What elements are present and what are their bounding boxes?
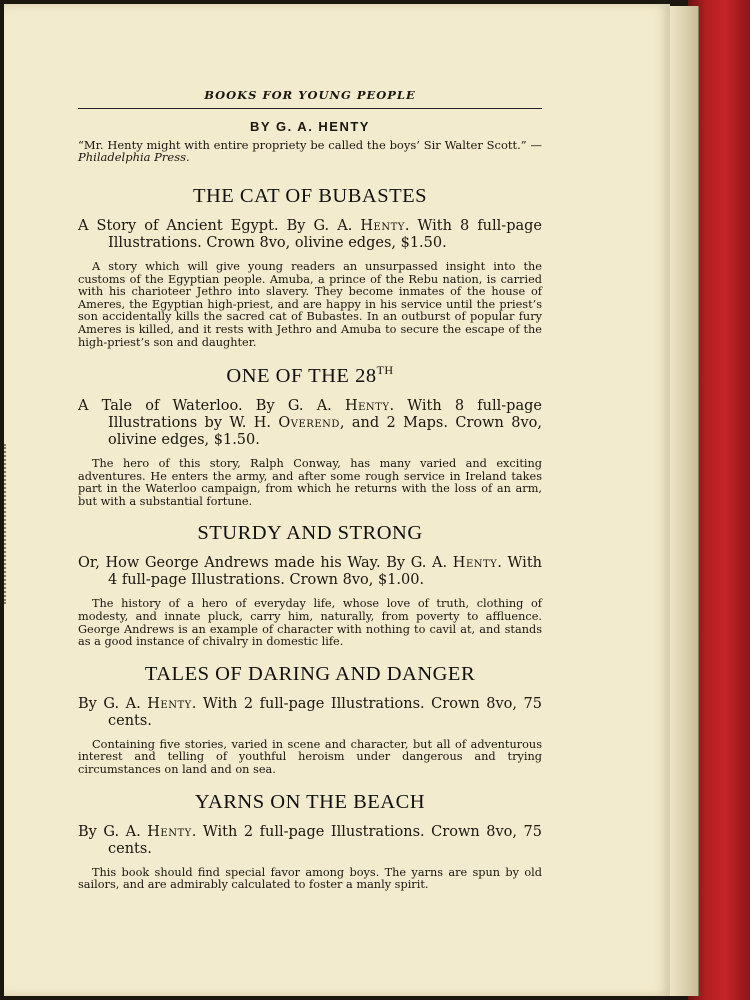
book-blurb: A story which will give young readers an unsurpassed insight into the customs of the Egyptian people. Amuba, a prince of the Rebu nation, is carried with his charioteer Jethro into slavery. They become inmates of the house of Ameres, the Egyptian high-priest, and are happy in his service until the priest’s son accidentally kills the sacred cat of Bubastes. In an outburst of popular fury Ameres is killed, and it rests with Jethro and Amuba to secure the escape of the high-priest’s son and daughter. bbox=[78, 260, 542, 349]
author-name: Henty bbox=[147, 823, 192, 840]
book-title: TALES OF DARING AND DANGER bbox=[144, 662, 476, 685]
desc-text: A Story of Ancient Egypt. By G. A. bbox=[78, 218, 361, 234]
quote-text: “Mr. Henty might with entire propriety be called the boys’ Sir Walter Scott.” bbox=[78, 138, 527, 152]
book-page bbox=[4, 4, 670, 996]
desc-text: . With 2 full-page Illustrations. Crown 8vo, 75 cents. bbox=[108, 695, 542, 729]
book-blurb: The hero of this story, Ralph Conway, has many varied and exciting adventures. He enters the army, and after some rough service in Ireland takes part in the Waterloo campaign, from which he returns with the loss of an arm, but with a substantial fortune. bbox=[78, 456, 542, 508]
author-byline: BY G. A. HENTY bbox=[250, 119, 370, 134]
desc-text: A Tale of Waterloo. By G. A. bbox=[78, 397, 345, 414]
book-description bbox=[78, 555, 542, 589]
book-entry bbox=[78, 185, 542, 349]
book-entry bbox=[78, 363, 542, 508]
book-title bbox=[78, 363, 542, 388]
binding-marks bbox=[4, 444, 9, 604]
desc-text: . With 4 full-page Illustrations. Crown 8vo, $1.00. bbox=[108, 555, 542, 589]
page-content bbox=[78, 88, 542, 903]
desc-text: . With 8 full-page Illustrations. Crown 8vo, olivine edges, $1.50. bbox=[108, 218, 542, 251]
book-description bbox=[78, 398, 542, 449]
book-blurb: Containing five stories, varied in scene and character, but all of adventurous interest and telling of youthful heroism under dangerous and trying circumstances on land and on sea. bbox=[78, 737, 542, 776]
book-entry bbox=[78, 522, 542, 648]
press-quote bbox=[78, 139, 542, 163]
desc-text: . With 2 full-page Illustrations. Crown 8vo, 75 cents. bbox=[108, 823, 542, 857]
title-superscript: TH bbox=[376, 363, 394, 378]
author-name: Henty bbox=[452, 555, 498, 572]
book-blurb: This book should find special favor among boys. The yarns are spun by old sailors, and are admirably calculated to foster a manly spirit. bbox=[78, 865, 542, 892]
author-name: Henty bbox=[360, 218, 405, 234]
book-blurb: The history of a hero of everyday life, whose love of truth, clothing of modesty, and innate pluck, carry him, naturally, from poverty to affluence. George Andrews is an example of character with nothing to cavil at, and stands as a good instance of chivalry in domestic life. bbox=[78, 597, 542, 649]
book-description bbox=[78, 696, 542, 730]
desc-text: Or, How George Andrews made his Way. By G. A. bbox=[78, 555, 453, 572]
page-edges bbox=[668, 6, 699, 996]
book-entry bbox=[78, 791, 542, 892]
header-rule bbox=[78, 108, 542, 109]
book-title: STURDY AND STRONG bbox=[197, 522, 423, 545]
book-entry bbox=[78, 663, 542, 777]
book-title: THE CAT OF BUBASTES bbox=[192, 185, 428, 207]
author-name: Henty bbox=[344, 397, 390, 414]
desc-text: By G. A. bbox=[78, 823, 148, 840]
running-head: BOOKS FOR YOUNG PEOPLE bbox=[204, 88, 416, 102]
desc-text: , and 2 Maps. Crown 8vo, olivine edges, $1.50. bbox=[108, 414, 542, 448]
book-description bbox=[78, 218, 542, 252]
desc-text: By G. A. bbox=[78, 695, 148, 712]
illustrator-name: Overend bbox=[278, 414, 340, 431]
book-description bbox=[78, 824, 542, 858]
desc-text: . With 8 full-page Illustrations by W. H. bbox=[108, 397, 542, 431]
author-name: Henty bbox=[147, 695, 192, 712]
quote-source: —Philadelphia Press. bbox=[78, 138, 542, 164]
title-text: ONE OF THE 28 bbox=[226, 364, 377, 387]
book-title: YARNS ON THE BEACH bbox=[194, 790, 426, 813]
